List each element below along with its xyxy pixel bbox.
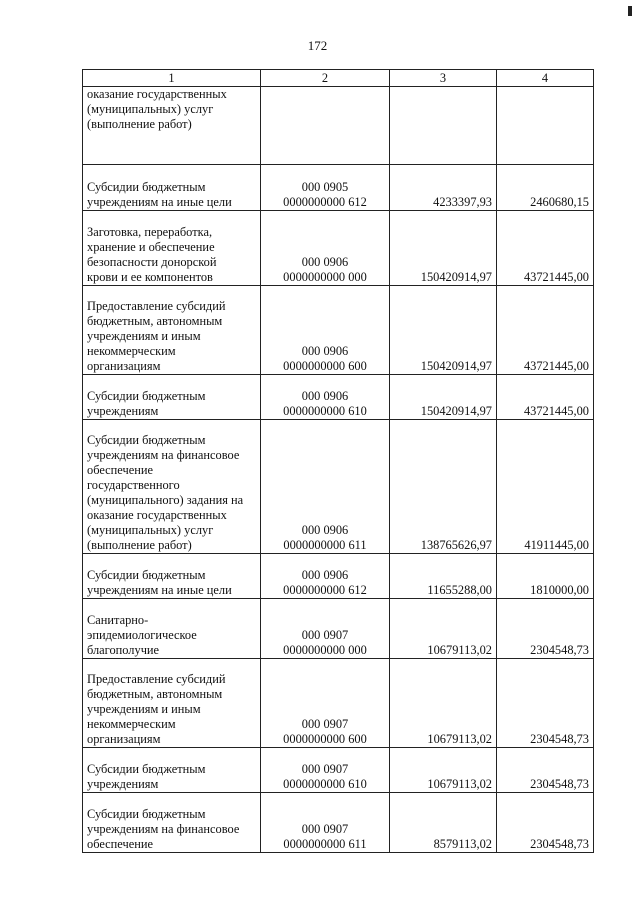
row-code: 000 0906 0000000000 000 (261, 211, 390, 286)
row-name: Субсидии бюджетным учреждениям на финансовое обеспечение (83, 793, 261, 853)
column-header-3: 3 (390, 70, 497, 87)
row-code: 000 0906 0000000000 600 (261, 286, 390, 375)
row-value-3: 150420914,97 (390, 211, 497, 286)
budget-table (82, 69, 594, 853)
table-header-row (83, 70, 594, 87)
row-value-3: 8579113,02 (390, 793, 497, 853)
row-value-4: 43721445,00 (497, 211, 594, 286)
row-name: Заготовка, переработка, хранение и обеспечение безопасности донорской крови и ее компонентов (83, 211, 261, 286)
table-row (83, 793, 594, 853)
row-name: Санитарно- эпидемиологическое благополучие (83, 599, 261, 659)
row-code: 000 0907 0000000000 611 (261, 793, 390, 853)
column-header-4: 4 (497, 70, 594, 87)
table-row (83, 286, 594, 375)
row-name: Субсидии бюджетным учреждениям (83, 375, 261, 420)
column-header-2: 2 (261, 70, 390, 87)
row-value-4: 2304548,73 (497, 659, 594, 748)
row-value-4: 1810000,00 (497, 554, 594, 599)
row-value-3: 10679113,02 (390, 659, 497, 748)
row-value-4: 2304548,73 (497, 599, 594, 659)
row-value-3: 4233397,93 (390, 165, 497, 211)
row-code: 000 0907 0000000000 600 (261, 659, 390, 748)
table-row (83, 599, 594, 659)
row-code (261, 87, 390, 165)
table-row (83, 211, 594, 286)
row-value-4: 41911445,00 (497, 420, 594, 554)
table-row (83, 554, 594, 599)
row-code: 000 0906 0000000000 612 (261, 554, 390, 599)
row-value-3: 150420914,97 (390, 286, 497, 375)
table-row (83, 659, 594, 748)
row-value-3: 11655288,00 (390, 554, 497, 599)
corner-mark (628, 6, 632, 16)
row-name: Субсидии бюджетным учреждениям на иные цели (83, 554, 261, 599)
row-value-3 (390, 87, 497, 165)
row-code: 000 0905 0000000000 612 (261, 165, 390, 211)
row-name: оказание государственных (муниципальных) услуг (выполнение работ) (83, 87, 261, 165)
row-name: Субсидии бюджетным учреждениям (83, 748, 261, 793)
row-name: Субсидии бюджетным учреждениям на финансовое обеспечение государственного (муниципального) задания на оказание государственных (муниципальных) услуг (выполнение работ) (83, 420, 261, 554)
row-value-3: 150420914,97 (390, 375, 497, 420)
row-value-4 (497, 87, 594, 165)
row-value-4: 2460680,15 (497, 165, 594, 211)
row-name: Предоставление субсидий бюджетным, автономным учреждениям и иным некоммерческим организациям (83, 659, 261, 748)
row-name: Субсидии бюджетным учреждениям на иные цели (83, 165, 261, 211)
row-value-4: 43721445,00 (497, 286, 594, 375)
table-row (83, 87, 594, 165)
row-value-3: 10679113,02 (390, 748, 497, 793)
row-value-4: 2304548,73 (497, 793, 594, 853)
table-row (83, 375, 594, 420)
row-code: 000 0906 0000000000 611 (261, 420, 390, 554)
table-row (83, 420, 594, 554)
row-code: 000 0907 0000000000 610 (261, 748, 390, 793)
row-code: 000 0906 0000000000 610 (261, 375, 390, 420)
row-value-4: 2304548,73 (497, 748, 594, 793)
row-code: 000 0907 0000000000 000 (261, 599, 390, 659)
row-value-3: 138765626,97 (390, 420, 497, 554)
table-row (83, 165, 594, 211)
column-header-1: 1 (83, 70, 261, 87)
page-number: 172 (307, 38, 328, 53)
row-name: Предоставление субсидий бюджетным, автономным учреждениям и иным некоммерческим организациям (83, 286, 261, 375)
table-row (83, 748, 594, 793)
row-value-4: 43721445,00 (497, 375, 594, 420)
row-value-3: 10679113,02 (390, 599, 497, 659)
